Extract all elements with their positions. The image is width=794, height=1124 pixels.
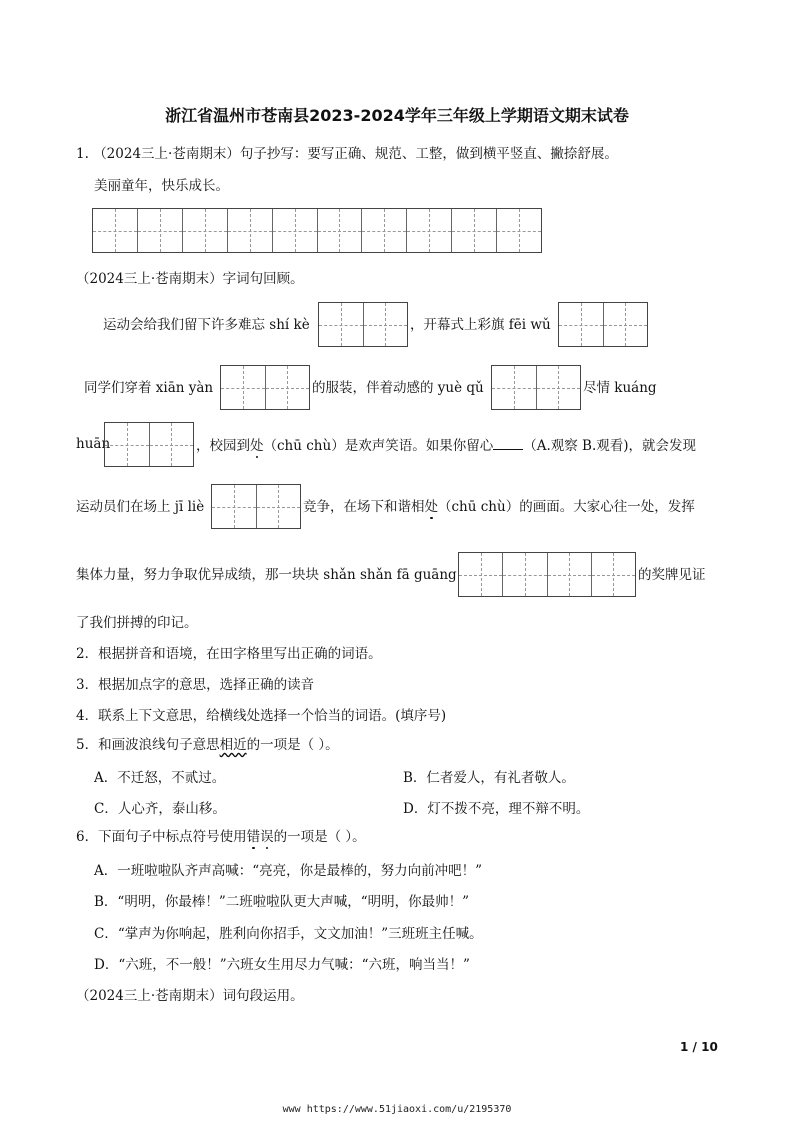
question-3: 3．根据加点字的意思，选择正确的读音 (76, 677, 315, 693)
answer-grid-shike[interactable] (318, 302, 408, 347)
answer-blank[interactable] (493, 435, 523, 450)
answer-grid-yuequ[interactable] (491, 365, 581, 410)
wavy-text: 相近 (219, 737, 247, 753)
question-1 (76, 145, 618, 163)
fill-text: 尽情 kuáng (583, 380, 657, 396)
question-source: （2024三上·苍南期末） (93, 146, 240, 162)
option-b[interactable]: B．仁者爱人，有礼者敬人。 (403, 770, 575, 786)
option-a[interactable]: A．一班啦啦队齐声高喊：“亮亮，你是最棒的，努力向前冲吧！” (94, 863, 483, 879)
question-6: 6．下面句子中标点符号使用错误的一项是（ ）。 (76, 829, 366, 845)
answer-grid-feiwu[interactable] (558, 302, 648, 347)
fill-text: 运动员们在场上 jī liè (76, 499, 205, 515)
dotted-char: 处 (250, 438, 264, 454)
option-a[interactable]: A．不迁怒，不贰过。 (94, 770, 226, 786)
dotted-char: 误 (260, 829, 274, 845)
fill-text: 的奖牌见证 (638, 567, 706, 583)
option-c[interactable]: C．“掌声为你响起，胜利向你招手，文文加油！”三班班主任喊。 (94, 926, 483, 942)
fill-text: 同学们穿着 xiān yàn (84, 380, 214, 396)
answer-grid-kuanghuan[interactable] (104, 422, 194, 467)
fill-text: 运动会给我们留下许多难忘 shí kè (103, 317, 310, 333)
footer-url[interactable]: www https://www.51jiaoxi.com/u/2195370 (282, 1104, 512, 1115)
section-header-usage: （2024三上·苍南期末）词句段运用。 (76, 988, 304, 1004)
copy-sentence: 美丽童年，快乐成长。 (94, 178, 229, 194)
writing-grid-10[interactable] (92, 208, 542, 253)
page-number: 1 / 10 (680, 1040, 718, 1054)
fill-text: 竞争，在场下和谐相处（chū chù）的画面。大家心往一处，发挥 (303, 499, 695, 515)
question-prompt: 句子抄写：要写正确、规范、工整，做到横平竖直、撇捺舒展。 (239, 146, 618, 162)
option-b[interactable]: B．“明明，你最棒！”二班啦啦队更大声喊，“明明，你最帅！” (94, 894, 470, 910)
dotted-char: 处 (424, 499, 438, 515)
question-number: 1. (76, 146, 89, 162)
question-2: 2．根据拼音和语境，在田字格里写出正确的词语。 (76, 646, 382, 662)
question-5: 5．和画波浪线句子意思相近的一项是（ ）。 (76, 737, 339, 753)
fill-text: 集体力量，努力争取优异成绩，那一块块 shǎn shǎn fā guāng (76, 567, 457, 583)
fill-text: huān (76, 436, 111, 452)
section-header-review: （2024三上·苍南期末）字词句回顾。 (76, 271, 304, 287)
answer-grid-jilie[interactable] (211, 484, 301, 529)
option-d[interactable]: D．灯不拨不亮，理不辩不明。 (403, 801, 590, 817)
question-4: 4．联系上下文意思，给横线处选择一个恰当的词语。(填序号) (76, 708, 447, 724)
fill-text: ，开幕式上彩旗 fēi wǔ (410, 317, 551, 333)
answer-grid-xianyan[interactable] (220, 365, 310, 410)
option-d[interactable]: D．“六班，不一般！”六班女生用尽力气喊：“六班，响当当！” (94, 957, 470, 973)
fill-text: ，校园到处（chū chù）是欢声笑语。如果你留心 （A.观察 B.观看)，就会发现 (196, 435, 696, 455)
dotted-char: 错 (246, 829, 261, 845)
answer-grid-shanshanfaguang[interactable] (458, 552, 636, 597)
fill-text: 了我们拼搏的印记。 (76, 615, 198, 631)
fill-text: 的服装，伴着动感的 yuè qǔ (312, 380, 484, 396)
page-title: 浙江省温州市苍南县2023-2024学年三年级上学期语文期末试卷 (165, 106, 629, 125)
option-c[interactable]: C．人心齐，泰山移。 (94, 801, 226, 817)
